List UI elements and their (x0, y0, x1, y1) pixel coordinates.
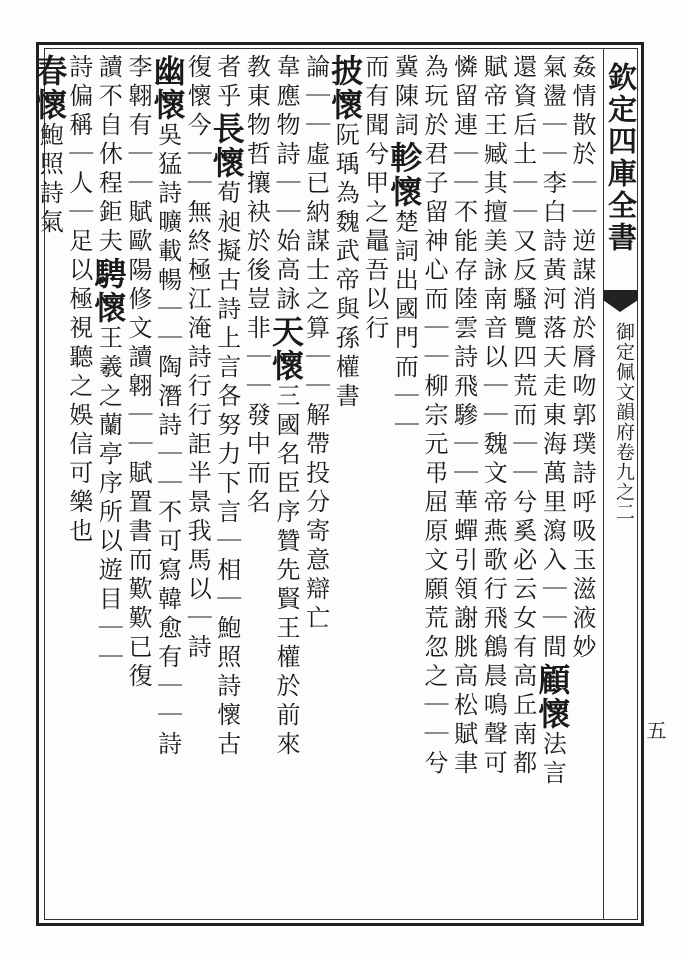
column-text: 荀昶擬古詩上言各努力下言｜相｜鮑照詩懷古 (212, 180, 241, 760)
text-column (385, 54, 424, 914)
column-text: 氣盪｜｜李白詩黃河落天走東海萬里瀉入｜｜間 (538, 54, 567, 663)
column-text: 楚詞出國門而｜｜ (390, 209, 419, 441)
headword: 軫懷 (385, 141, 424, 209)
column-text: 而有聞 (360, 54, 389, 141)
text-column (448, 54, 478, 914)
text-column (359, 54, 389, 914)
column-text: 為玩於君子留神心而｜｜柳宗元弔屈原文願荒忽之｜｜兮 (419, 54, 448, 779)
column-text: 教東物 (242, 54, 271, 141)
column-text: 足以極視聽之娛信可樂也 (64, 228, 93, 547)
headword: 顧懷 (533, 663, 572, 731)
column-text: 兮甲之鼂吾以行 (360, 141, 389, 344)
column-text: 哲攘袂於後豈非｜｜發中而名 (242, 141, 271, 518)
headword: 長懷 (207, 112, 246, 180)
text-column (89, 54, 128, 914)
column-text: 李翺有｜｜賦歐陽修文讀翺｜｜賦置書而歎歎已復 (123, 54, 152, 692)
text-column (63, 54, 93, 914)
text-columns (30, 54, 600, 916)
text-column (30, 54, 69, 914)
text-column (241, 54, 271, 914)
text-column (478, 54, 508, 914)
column-text: 鮑照詩氣 (35, 122, 64, 238)
text-column (507, 54, 537, 914)
column-text: 讀不自休程鉅夫 (94, 54, 123, 257)
text-column (566, 54, 596, 914)
volume-label: 御定佩文韻府卷九之二 (613, 322, 635, 522)
column-text: ｜｜解帶投分寄意辯亡 (301, 344, 330, 634)
column-text: 冀陳詞 (390, 54, 419, 141)
fishtail-ornament-icon (603, 290, 638, 314)
text-column (182, 54, 212, 914)
column-text: 詩偏稱｜人｜ (64, 54, 93, 228)
column-text: 阮瑀為魏武帝與孫權書 (331, 122, 360, 412)
text-column (266, 54, 305, 914)
headword: 幽懷 (148, 54, 187, 122)
text-column (300, 54, 330, 914)
text-column (207, 54, 246, 914)
text-column (122, 54, 152, 914)
text-column (533, 54, 572, 914)
column-text: 者乎 (212, 54, 241, 112)
page-number: 五 (643, 720, 667, 740)
headword: 天懷 (266, 315, 305, 383)
text-column (326, 54, 365, 914)
column-text: 論｜｜虛已納謀士之算 (301, 54, 330, 344)
headword: 披懷 (326, 54, 365, 122)
column-text: 法言 (538, 731, 567, 789)
column-text: 王羲之蘭亭序所以遊目｜｜ (94, 325, 123, 673)
column-text: 賦帝王臧其擅美詠南音以｜｜魏文帝燕歌行飛鶬晨鳴聲可 (479, 54, 508, 779)
headword: 騁懷 (89, 257, 128, 325)
column-text: 韋應物詩｜｜始高詠 (271, 54, 300, 315)
headword: 春懷 (30, 54, 69, 122)
column-text: 還資后土｜｜又反騷覽四荒而｜｜兮奚必云女有高丘南都 (508, 54, 537, 779)
column-text: 三國名臣序贊先賢王權於前來 (271, 383, 300, 760)
column-text: 復懷今｜｜無終極江淹詩行行詎半景我馬以｜詩 (183, 54, 212, 663)
column-text: 姦情散於｜｜逆謀消於脣吻郭璞詩呼吸玉滋液妙 (567, 54, 596, 663)
column-text: 憐留連｜｜不能存陸雲詩飛驂｜｜華蟬引領謝朓高松賦聿 (449, 54, 478, 779)
column-text: 吳猛詩曠載暢｜｜陶潛詩｜｜不可寫韓愈有｜｜詩 (153, 122, 182, 760)
book-title: 欽定四庫全書 (604, 62, 638, 254)
text-column (148, 54, 187, 914)
